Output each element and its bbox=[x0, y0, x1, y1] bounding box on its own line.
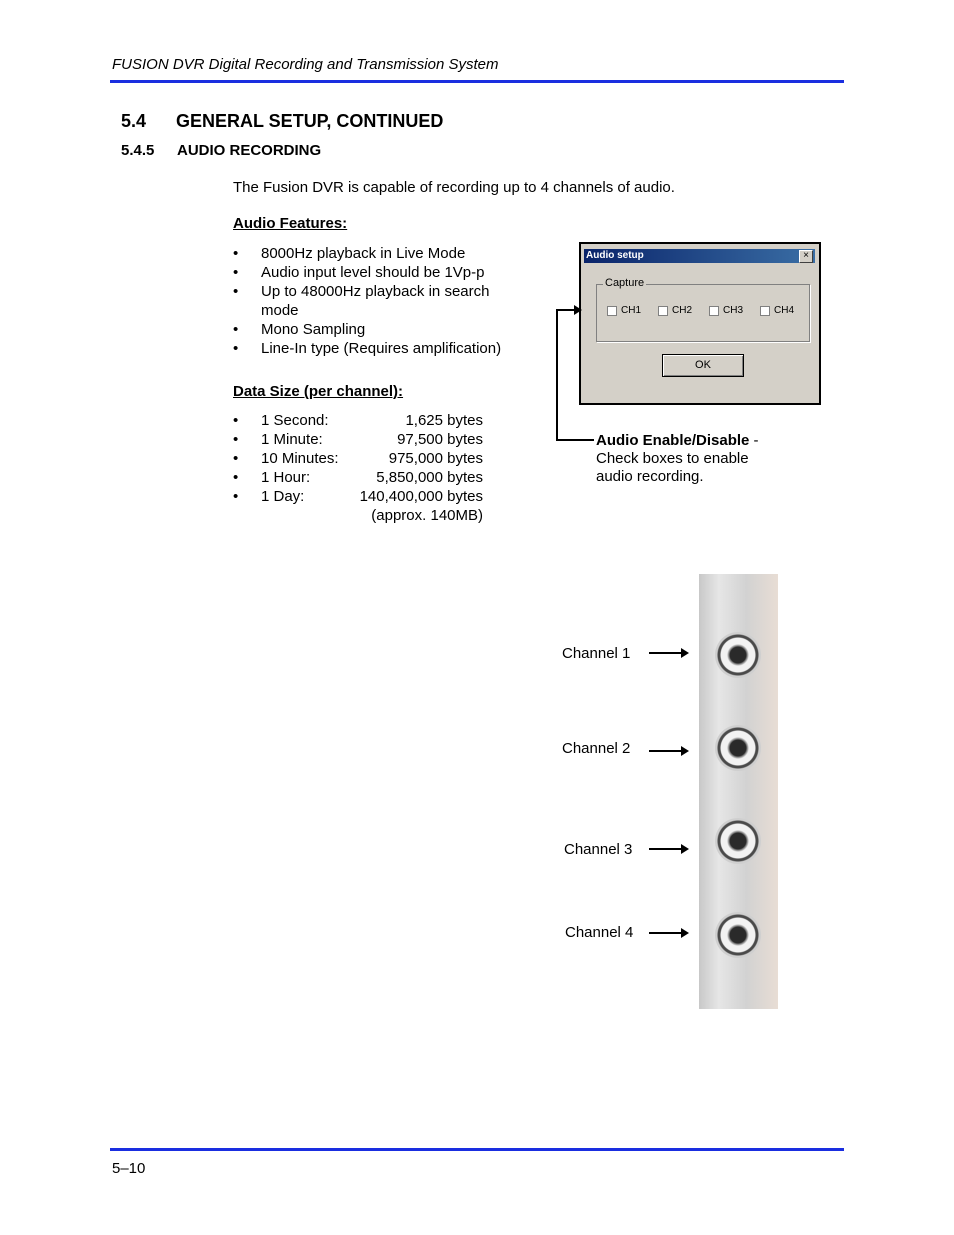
size-value: 5,850,000 bytes bbox=[376, 469, 483, 486]
checkbox-icon bbox=[607, 306, 617, 316]
arrow-right-icon bbox=[649, 652, 685, 654]
capture-group-label: Capture bbox=[605, 277, 645, 289]
checkbox-ch1[interactable] bbox=[607, 305, 641, 316]
subsection-heading bbox=[121, 142, 322, 159]
list-item bbox=[233, 430, 483, 449]
size-note-row bbox=[233, 506, 483, 525]
capture-group bbox=[596, 277, 810, 342]
channel-label: Channel 2 bbox=[562, 740, 631, 757]
subsection-title: AUDIO RECORDING bbox=[177, 142, 322, 159]
size-label: • 1 Day: bbox=[261, 488, 305, 505]
checkbox-label: CH2 bbox=[672, 305, 693, 316]
section-heading bbox=[121, 111, 444, 132]
audio-jack-icon bbox=[715, 725, 761, 771]
footer-rule bbox=[110, 1148, 844, 1151]
size-label: • 1 Hour: bbox=[261, 469, 311, 486]
checkbox-label: CH3 bbox=[723, 305, 744, 316]
ok-button[interactable]: OK bbox=[662, 354, 744, 377]
header-rule bbox=[110, 80, 844, 83]
size-value: 1,625 bytes bbox=[405, 412, 483, 429]
size-note: (approx. 140MB) bbox=[371, 507, 483, 524]
channel-label: Channel 3 bbox=[564, 841, 633, 858]
list-item bbox=[233, 487, 483, 506]
checkbox-icon bbox=[760, 306, 770, 316]
checkbox-label: CH1 bbox=[621, 305, 642, 316]
list-item bbox=[233, 449, 483, 468]
arrow-right-icon bbox=[649, 848, 685, 850]
page-number: 5–10 bbox=[112, 1160, 146, 1177]
intro-paragraph: The Fusion DVR is capable of recording up to 4 channels of audio. bbox=[233, 179, 675, 196]
audio-jack-icon bbox=[715, 818, 761, 864]
arrow-right-icon bbox=[649, 932, 685, 934]
dialog-title-bar bbox=[584, 249, 815, 263]
list-item: • 8000Hz playback in Live Mode bbox=[233, 244, 523, 263]
callout-rest: - Check boxes to enable audio recording. bbox=[596, 432, 759, 485]
size-value: 975,000 bytes bbox=[388, 450, 483, 467]
running-header: FUSION DVR Digital Recording and Transmission System bbox=[112, 56, 499, 73]
size-value: 97,500 bytes bbox=[397, 431, 483, 448]
callout-line bbox=[556, 439, 594, 441]
list-item: • Mono Sampling bbox=[233, 320, 523, 339]
audio-jack-icon bbox=[715, 912, 761, 958]
channel-label: Channel 1 bbox=[562, 645, 631, 662]
callout-line bbox=[556, 309, 576, 311]
list-item bbox=[233, 468, 483, 487]
section-title: GENERAL SETUP, CONTINUED bbox=[176, 111, 444, 131]
channel-label: Channel 4 bbox=[565, 924, 634, 941]
checkbox-icon bbox=[658, 306, 668, 316]
size-label: • 1 Minute: bbox=[261, 431, 323, 448]
audio-setup-dialog bbox=[579, 242, 821, 405]
audio-features-list bbox=[233, 244, 523, 358]
list-item: • Up to 48000Hz playback in search mode bbox=[233, 282, 511, 320]
audio-features-heading: Audio Features: bbox=[233, 215, 348, 232]
arrow-right-icon bbox=[649, 750, 685, 752]
callout-line bbox=[556, 309, 558, 441]
close-icon[interactable]: × bbox=[799, 250, 813, 263]
list-item bbox=[233, 411, 483, 430]
size-label: • 10 Minutes: bbox=[261, 450, 339, 467]
size-label: • 1 Second: bbox=[261, 412, 329, 429]
callout-bold: Audio Enable/Disable bbox=[596, 432, 750, 449]
section-number: 5.4 bbox=[121, 111, 147, 131]
data-size-list bbox=[233, 411, 483, 525]
checkbox-ch3[interactable] bbox=[709, 305, 743, 316]
audio-jack-icon bbox=[715, 632, 761, 678]
checkbox-ch2[interactable] bbox=[658, 305, 692, 316]
dialog-title: Audio setup bbox=[586, 250, 644, 261]
data-size-heading: Data Size (per channel): bbox=[233, 383, 404, 400]
size-value: 140,400,000 bytes bbox=[359, 488, 483, 505]
callout-text bbox=[596, 432, 786, 486]
list-item: • Audio input level should be 1Vp-p bbox=[233, 263, 523, 282]
checkbox-icon bbox=[709, 306, 719, 316]
list-item: • Line-In type (Requires amplification) bbox=[233, 339, 523, 358]
checkbox-label: CH4 bbox=[774, 305, 795, 316]
callout-arrow-icon bbox=[574, 305, 582, 315]
checkbox-ch4[interactable] bbox=[760, 305, 794, 316]
subsection-number: 5.4.5 bbox=[121, 142, 155, 159]
